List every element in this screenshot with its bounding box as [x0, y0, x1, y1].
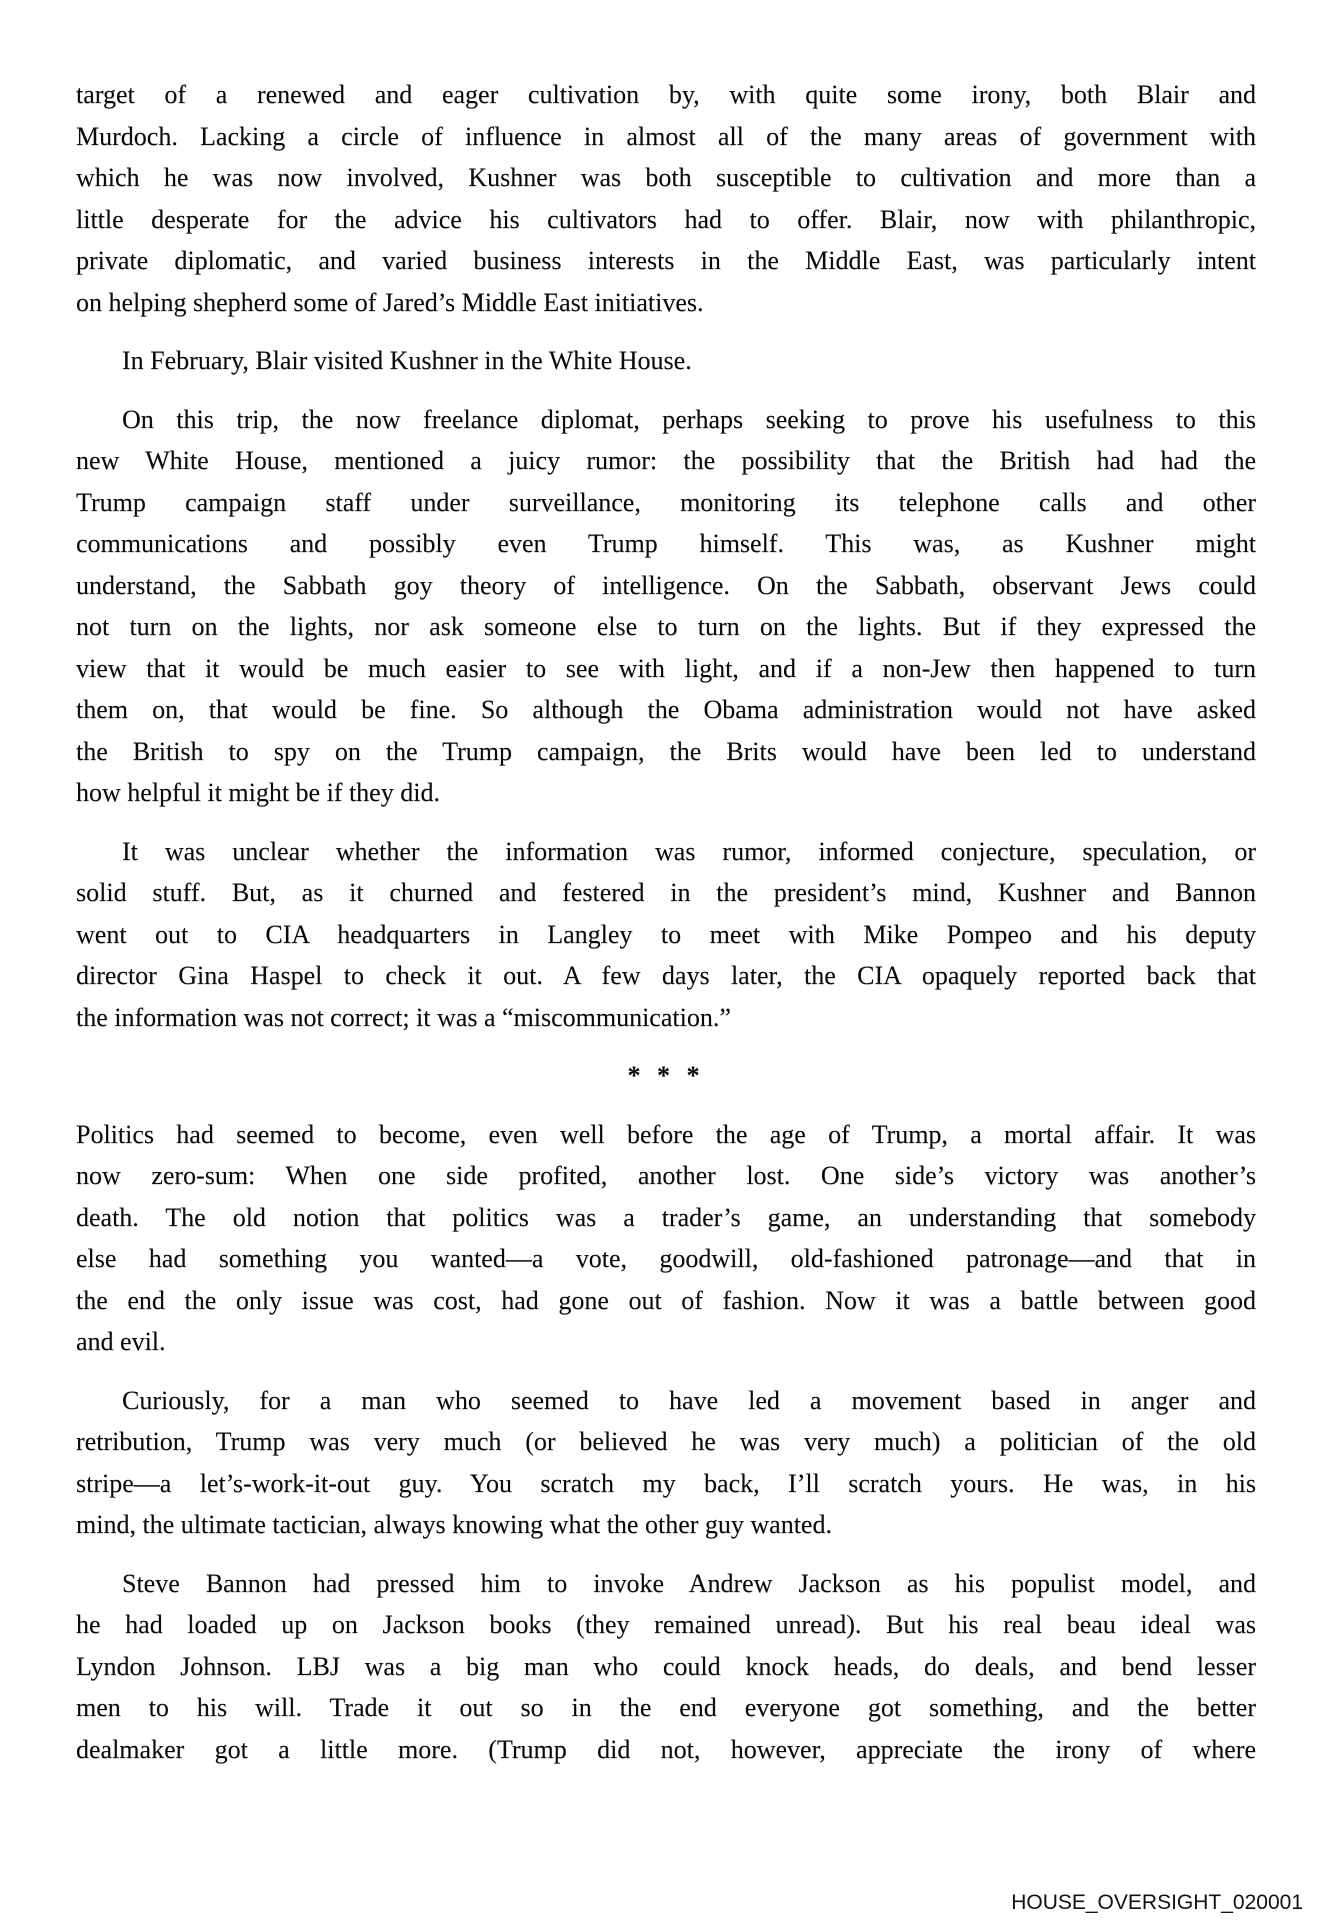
paragraph [76, 1563, 1256, 1771]
text-line: view that it would be much easier to see with light, and if a non-Jew then happened to turn [76, 653, 1256, 683]
bates-number: HOUSE_OVERSIGHT_020001 [1011, 1891, 1303, 1914]
paragraph [76, 74, 1256, 323]
text-line: It was unclear whether the information was rumor, informed conjecture, speculation, or [122, 836, 1256, 866]
text-line: retribution, Trump was very much (or believed he was very much) a politician of the old [76, 1427, 1256, 1456]
text-line: Lyndon Johnson. LBJ was a big man who could knock heads, do deals, and bend lesser [76, 1651, 1256, 1681]
text-line: else had something you wanted—a vote, goodwill, old-fashioned patronage—and that in [76, 1244, 1256, 1273]
text-line: on helping shepherd some of Jared’s Middle East initiatives. [76, 287, 704, 317]
paragraph [76, 399, 1256, 814]
text-line: director Gina Haspel to check it out. A few days later, the CIA opaquely reported back that [76, 961, 1256, 990]
text-line: Curiously, for a man who seemed to have led a movement based in anger and [122, 1385, 1256, 1415]
text-line: dealmaker got a little more. (Trump did not, however, appreciate the irony of where [76, 1734, 1256, 1764]
text-line: now zero-sum: When one side profited, another lost. One side’s victory was another’s [76, 1161, 1256, 1190]
text-line: private diplomatic, and varied business interests in the Middle East, was particularly intent [76, 246, 1256, 275]
text-line: which he was now involved, Kushner was both susceptible to cultivation and more than a [76, 163, 1256, 192]
paragraph [76, 340, 1256, 382]
text-line: not turn on the lights, nor ask someone else to turn on the lights. But if they expressed the [76, 612, 1256, 641]
section-divider: * * * [627, 1061, 705, 1090]
text-line: In February, Blair visited Kushner in the White House. [122, 346, 692, 375]
text-line: men to his will. Trade it out so in the end everyone got something, and the better [76, 1693, 1256, 1722]
text-line: went out to CIA headquarters in Langley to meet with Mike Pompeo and his deputy [76, 919, 1256, 949]
text-line: On this trip, the now freelance diplomat, perhaps seeking to prove his usefulness to this [122, 404, 1256, 434]
text-line: solid stuff. But, as it churned and festered in the president’s mind, Kushner and Bannon [76, 878, 1256, 907]
text-line: communications and possibly even Trump himself. This was, as Kushner might [76, 529, 1256, 558]
text-line: target of a renewed and eager cultivation by, with quite some irony, both Blair and [76, 80, 1256, 109]
text-line: little desperate for the advice his cultivators had to offer. Blair, now with philanthropic, [76, 204, 1256, 234]
text-line: and evil. [76, 1327, 166, 1356]
page-body [76, 74, 1256, 1787]
paragraph [76, 1114, 1256, 1363]
text-line: Murdoch. Lacking a circle of influence in almost all of the many areas of government with [76, 121, 1256, 151]
text-sections [76, 74, 1256, 1770]
text-line: the end the only issue was cost, had gone out of fashion. Now it was a battle between good [76, 1285, 1256, 1315]
text-line: the information was not correct; it was a “miscommunication.” [76, 1002, 731, 1032]
text-line: he had loaded up on Jackson books (they remained unread). But his real beau ideal was [76, 1610, 1256, 1639]
text-line: mind, the ultimate tactician, always knowing what the other guy wanted. [76, 1510, 832, 1539]
text-line: understand, the Sabbath goy theory of intelligence. On the Sabbath, observant Jews could [76, 570, 1256, 600]
paragraph [76, 831, 1256, 1039]
paragraph [76, 1380, 1256, 1546]
text-line: how helpful it might be if they did. [76, 778, 440, 807]
text-line: Steve Bannon had pressed him to invoke Andrew Jackson as his populist model, and [122, 1568, 1256, 1598]
text-line: them on, that would be fine. So although the Obama administration would not have asked [76, 695, 1256, 724]
text-line: Trump campaign staff under surveillance, monitoring its telephone calls and other [76, 487, 1256, 517]
text-line: stripe—a let’s-work-it-out guy. You scratch my back, I’ll scratch yours. He was, in his [76, 1468, 1256, 1498]
text-line: death. The old notion that politics was a trader’s game, an understanding that somebody [76, 1202, 1256, 1232]
text-line: the British to spy on the Trump campaign, the Brits would have been led to understand [76, 736, 1256, 766]
text-line: Politics had seemed to become, even well before the age of Trump, a mortal affair. It was [76, 1119, 1256, 1149]
text-line: new White House, mentioned a juicy rumor: the possibility that the British had had the [76, 446, 1256, 475]
